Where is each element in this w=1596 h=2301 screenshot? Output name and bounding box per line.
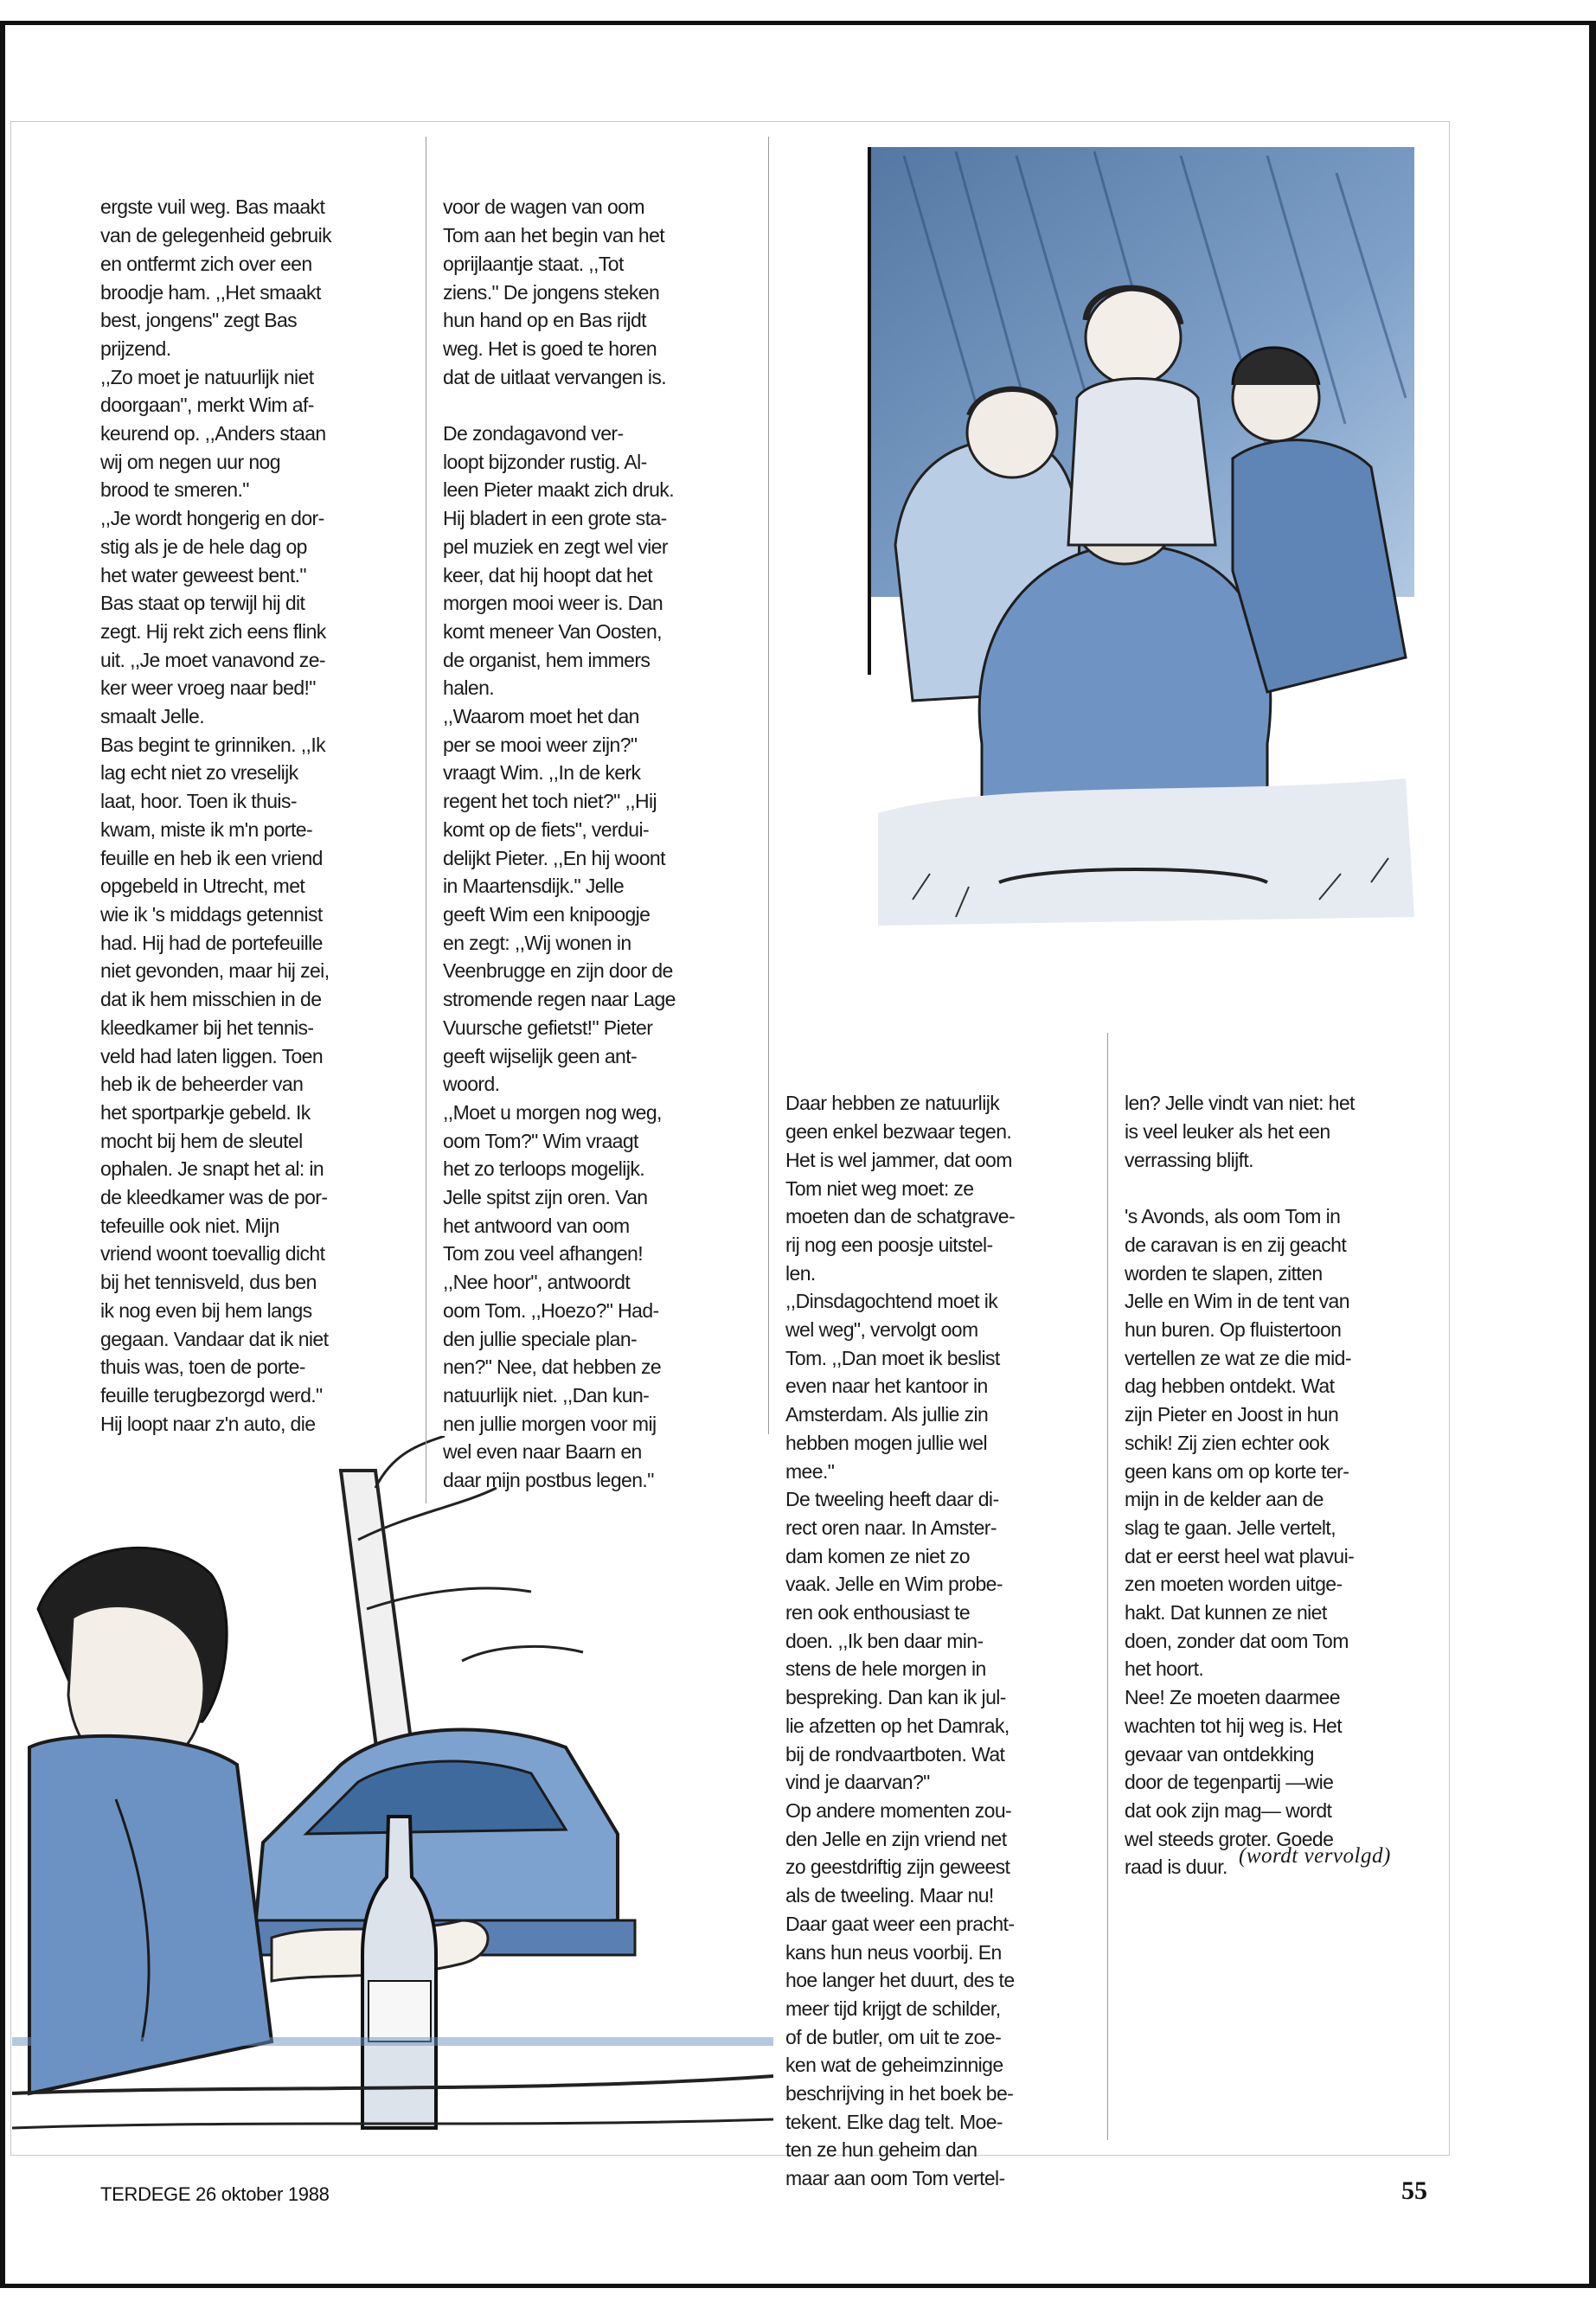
tent-illustration (783, 138, 1440, 969)
column-4-text: len? Jelle vindt van niet: het is veel leuker als het een verrassing blijft. 's Avonds, als oom Tom in de caravan is en zij geacht worden te slapen, zitten Jelle en Wim in de tent van hun buren. Op fluistertoon vertellen ze wat ze die mid- dag hebben ontdekt. Wat zijn Pieter en Joost in hun schik! Zij zien echter ook geen kans om op korte ter- mijn in de kelder aan de slag te gaan. Jelle vertelt, dat er eerst heel wat plavui- zen moeten worden uitge- hakt. Dat kunnen ze niet doen, zonder dat oom Tom het hoort. Nee! Ze moeten daarmee wachten tot hij weg is. Het gevaar van ontdekking door de tegenpartij —wie dat ook zijn mag— wordt wel steeds groter. Goede raad is duur. (1125, 1092, 1355, 1879)
column-2-text: voor de wagen van oom Tom aan het begin van het oprijlaantje staat. ,,Tot ziens." De jongens steken hun hand op en Bas rijdt weg. Het is goed te horen dat de uitlaat vervangen is. De zondagavond ver- loopt bijzonder rustig. Al- leen Pieter maakt zich druk. Hij bladert in een grote sta- pel muziek en zegt wel vier keer, dat hij hoopt dat het morgen mooi weer is. Dan komt meneer Van Oosten, de organist, hem immers halen. ,,Waarom moet het dan per se mooi weer zijn?" vraagt Wim. ,,In de kerk regent het toch niet?" ,,Hij komt op de fiets", verdui- delijkt Pieter. ,,En hij woont in Maartensdijk." Jelle geeft Wim een knipoogje en zegt: ,,Wij wonen in Veenbrugge en zijn door de stromende regen naar Lage Vuursche gefietst!" Pieter geeft wijselijk geen ant- woord. ,,Moet u morgen nog weg, oom Tom?" Wim vraagt het zo terloops mogelijk. Jelle spitst zijn oren. Van het antwoord van oom Tom zou veel afhangen! ,,Nee hoor", antwoordt oom Tom. ,,Hoezo?" Had- den jullie speciale plan- nen?" Nee, dat hebben ze natuurlijk niet. ,,Dan kun- nen jullie morgen voor mij wel even naar Baarn en daar mijn postbus legen." (443, 195, 676, 1492)
text-column-3 (785, 1033, 1106, 2249)
scan-border-left (0, 21, 5, 2287)
column-1-text: ergste vuil weg. Bas maakt van de gelegenheid gebruik en ontfermt zich over een broodje ham. ,,Het smaakt best, jongens" zegt Bas prijzend. ,,Zo moet je natuurlijk niet doorgaan", merkt Wim af- keurend op. ,,Anders staan wij om negen uur nog brood te smeren." ,,Je wordt hongerig en dor- stig als je de hele dag op het water geweest bent." Bas staat op terwijl hij dit zegt. Hij rekt zich eens flink uit. ,,Je moet vanavond ze- ker weer vroeg naar bed!" smaalt Jelle. Bas begint te grinniken. ,,Ik lag echt niet zo vreselijk laat, hoor. Toen ik thuis- kwam, miste ik m'n porte- feuille en heb ik een vriend opgebeld in Utrecht, met wie ik 's middags getennist had. Hij had de portefeuille niet gevonden, maar hij zei, dat ik hem misschien in de kleedkamer bij het tennis- veld had laten liggen. Toen heb ik de beheerder van het sportparkje gebeld. Ik mocht bij hem de sleutel ophalen. Je snapt het al: in de kleedkamer was de por- tefeuille ook niet. Mijn vriend woont toevallig dicht bij het tennisveld, dus ben ik nog even bij hem langs gegaan. Vandaar dat ik niet thuis was, toen de porte- feuille terugbezorgd werd." Hij loopt naar z'n auto, die (100, 195, 332, 1435)
publication-footer: TERDEGE 26 oktober 1988 (100, 2183, 330, 2205)
scan-border-bottom (0, 2284, 1596, 2288)
scan-border-right (1589, 21, 1596, 2287)
text-column-4 (1125, 1033, 1436, 1939)
scan-border-top (0, 21, 1596, 25)
text-column-1 (100, 137, 429, 1495)
text-column-2 (443, 137, 772, 1551)
column-rule-3 (1107, 1033, 1108, 2140)
page-number: 55 (1401, 2176, 1427, 2205)
to-be-continued: (wordt vervolgd) (1239, 1844, 1391, 1868)
column-rule-2 (768, 137, 769, 1434)
column-3-text: Daar hebben ze natuurlijk geen enkel bezwaar tegen. Het is wel jammer, dat oom Tom niet weg moet: ze moeten dan de schatgrave- rij nog een poosje uitstel- len. ,,Dinsdagochtend moet ik wel weg", vervolgt oom Tom. ,,Dan moet ik beslist even naar het kantoor in Amsterdam. Als jullie zin hebben mogen jullie wel mee." De tweeling heeft daar di- rect oren naar. In Amster- dam komen ze niet zo vaak. Jelle en Wim probe- ren ook enthousiast te doen. ,,Ik ben daar min- stens de hele morgen in bespreking. Dan kan ik jul- lie afzetten op het Damrak, bij de rondvaartboten. Wat vind je daarvan?" Op andere momenten zou- den Jelle en zijn vriend net zo geestdriftig zijn geweest als de tweeling. Maar nu! Daar gaat weer een pracht- kans hun neus voorbij. En hoe langer het duurt, des te meer tijd krijgt de schilder, of de butler, om uit te zoe- ken wat de geheimzinnige beschrijving in het boek be- tekent. Elke dag telt. Moe- ten ze hun geheim dan maar aan oom Tom vertel- (785, 1092, 1016, 2190)
